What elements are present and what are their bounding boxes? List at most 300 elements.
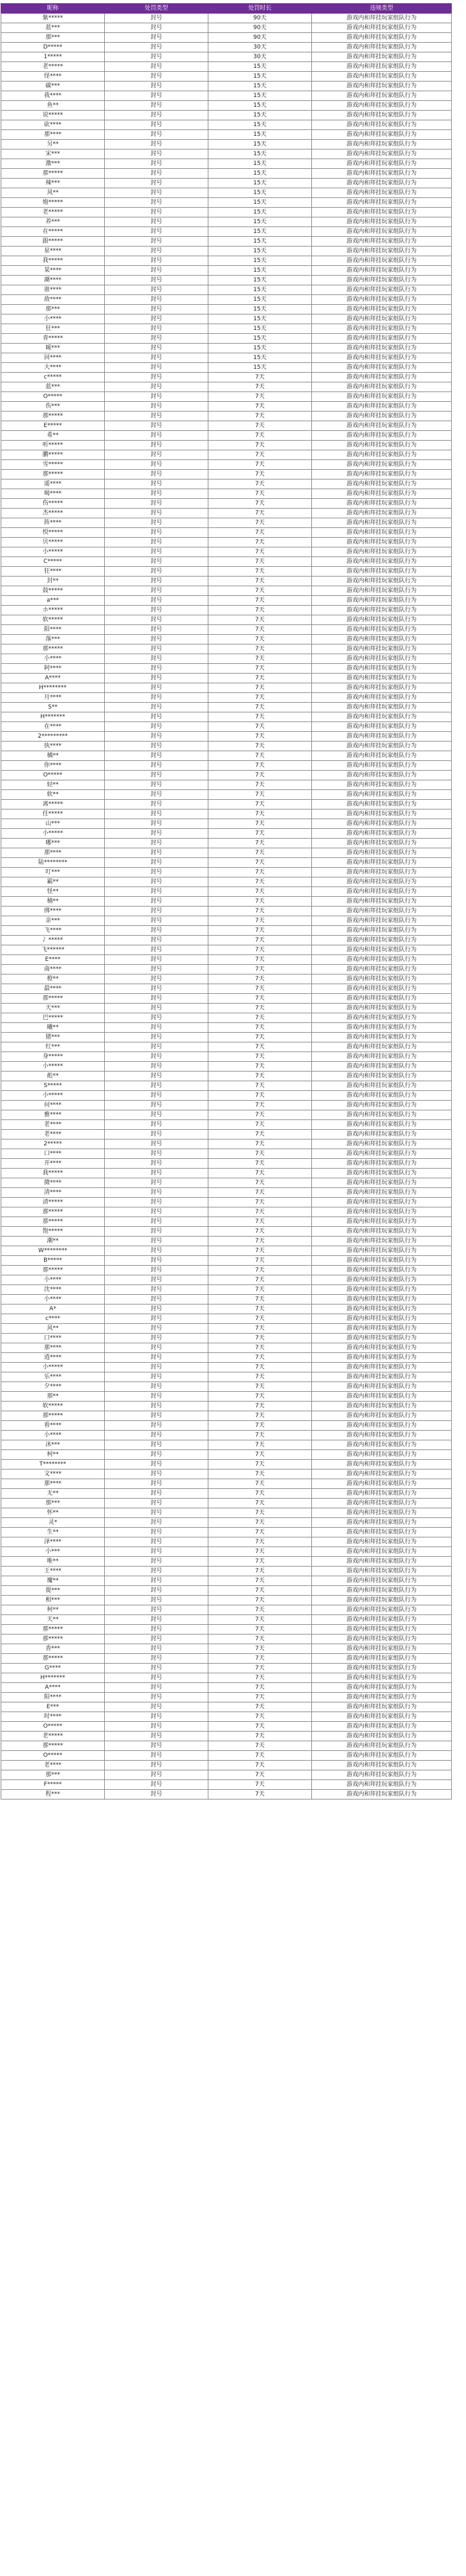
table-row bbox=[1, 1217, 452, 1227]
cell-violation-type: 游戏内和拜挂玩家组队行为 bbox=[312, 518, 452, 528]
cell-penalty-duration: 7天 bbox=[208, 596, 312, 606]
cell-violation-type: 游戏内和拜挂玩家组队行为 bbox=[312, 742, 452, 751]
table-row bbox=[1, 897, 452, 907]
table-row bbox=[1, 470, 452, 479]
cell-penalty-duration: 15天 bbox=[208, 285, 312, 295]
cell-penalty-duration: 30天 bbox=[208, 43, 312, 52]
cell-penalty-duration: 15天 bbox=[208, 91, 312, 101]
table-row bbox=[1, 829, 452, 839]
cell-violation-type: 游戏内和拜挂玩家组队行为 bbox=[312, 693, 452, 703]
table-row bbox=[1, 441, 452, 450]
cell-penalty-duration: 7天 bbox=[208, 1237, 312, 1246]
cell-penalty-duration: 7天 bbox=[208, 577, 312, 586]
cell-violation-type: 游戏内和拜挂玩家组队行为 bbox=[312, 1343, 452, 1353]
cell-nickname: 小**** bbox=[1, 1275, 105, 1285]
cell-violation-type: 游戏内和拜挂玩家组队行为 bbox=[312, 780, 452, 790]
table-row bbox=[1, 276, 452, 285]
cell-penalty-duration: 7天 bbox=[208, 945, 312, 955]
cell-violation-type: 游戏内和拜挂玩家组队行为 bbox=[312, 441, 452, 450]
cell-penalty-type: 封号 bbox=[105, 198, 208, 208]
cell-nickname: 雅**** bbox=[1, 1110, 105, 1120]
cell-nickname: E**** bbox=[1, 955, 105, 965]
cell-penalty-type: 封号 bbox=[105, 324, 208, 334]
cell-nickname: 你**** bbox=[1, 761, 105, 771]
cell-penalty-type: 封号 bbox=[105, 1751, 208, 1761]
cell-nickname: O***** bbox=[1, 392, 105, 402]
cell-violation-type: 游戏内和拜挂玩家组队行为 bbox=[312, 1751, 452, 1761]
cell-nickname: 小***** bbox=[1, 1062, 105, 1072]
cell-penalty-duration: 7天 bbox=[208, 1343, 312, 1353]
cell-penalty-type: 封号 bbox=[105, 392, 208, 402]
cell-violation-type: 游戏内和拜挂玩家组队行为 bbox=[312, 1334, 452, 1343]
cell-penalty-duration: 7天 bbox=[208, 654, 312, 664]
cell-penalty-type: 封号 bbox=[105, 567, 208, 577]
cell-nickname: 暖*** bbox=[1, 344, 105, 353]
cell-violation-type: 游戏内和拜挂玩家组队行为 bbox=[312, 1499, 452, 1508]
cell-penalty-duration: 7天 bbox=[208, 441, 312, 450]
cell-penalty-duration: 7天 bbox=[208, 683, 312, 693]
cell-penalty-type: 封号 bbox=[105, 1081, 208, 1091]
cell-penalty-duration: 7天 bbox=[208, 1353, 312, 1363]
cell-violation-type: 游戏内和拜挂玩家组队行为 bbox=[312, 1479, 452, 1489]
cell-penalty-type: 封号 bbox=[105, 130, 208, 140]
cell-nickname: 老**** bbox=[1, 1761, 105, 1770]
table-row bbox=[1, 848, 452, 858]
cell-penalty-duration: 7天 bbox=[208, 1576, 312, 1586]
cell-penalty-type: 封号 bbox=[105, 1508, 208, 1518]
table-row bbox=[1, 1567, 452, 1576]
table-row bbox=[1, 23, 452, 33]
cell-penalty-type: 封号 bbox=[105, 1110, 208, 1120]
cell-violation-type: 游戏内和拜挂玩家组队行为 bbox=[312, 256, 452, 266]
cell-nickname: 文**** bbox=[1, 1470, 105, 1479]
cell-penalty-type: 封号 bbox=[105, 1567, 208, 1576]
cell-violation-type: 游戏内和拜挂玩家组队行为 bbox=[312, 140, 452, 149]
table-row bbox=[1, 111, 452, 120]
cell-nickname: 小*** bbox=[1, 1547, 105, 1557]
cell-nickname: 伤*** bbox=[1, 402, 105, 412]
cell-violation-type: 游戏内和拜挂玩家组队行为 bbox=[312, 586, 452, 596]
cell-penalty-duration: 7天 bbox=[208, 751, 312, 761]
cell-violation-type: 游戏内和拜挂玩家组队行为 bbox=[312, 722, 452, 732]
cell-violation-type: 游戏内和拜挂玩家组队行为 bbox=[312, 285, 452, 295]
table-row bbox=[1, 450, 452, 460]
table-row bbox=[1, 52, 452, 62]
cell-penalty-duration: 15天 bbox=[208, 159, 312, 169]
cell-violation-type: 游戏内和拜挂玩家组队行为 bbox=[312, 1470, 452, 1479]
cell-violation-type: 游戏内和拜挂玩家组队行为 bbox=[312, 965, 452, 974]
cell-nickname: 生** bbox=[1, 1528, 105, 1537]
table-row bbox=[1, 1207, 452, 1217]
table-row bbox=[1, 1605, 452, 1615]
cell-penalty-duration: 7天 bbox=[208, 1518, 312, 1528]
cell-violation-type: 游戏内和拜挂玩家组队行为 bbox=[312, 1207, 452, 1217]
cell-nickname: S***** bbox=[1, 1081, 105, 1091]
cell-penalty-duration: 7天 bbox=[208, 916, 312, 926]
cell-nickname: 那***** bbox=[1, 1266, 105, 1275]
cell-penalty-duration: 7天 bbox=[208, 926, 312, 936]
table-row bbox=[1, 363, 452, 373]
table-row bbox=[1, 208, 452, 217]
cell-violation-type: 游戏内和拜挂玩家组队行为 bbox=[312, 72, 452, 82]
cell-penalty-type: 封号 bbox=[105, 1159, 208, 1169]
table-row bbox=[1, 567, 452, 577]
cell-violation-type: 游戏内和拜挂玩家组队行为 bbox=[312, 712, 452, 722]
cell-penalty-duration: 15天 bbox=[208, 324, 312, 334]
cell-nickname: 潮** bbox=[1, 1237, 105, 1246]
cell-penalty-duration: 7天 bbox=[208, 1207, 312, 1217]
cell-penalty-duration: 7天 bbox=[208, 1334, 312, 1343]
cell-penalty-type: 封号 bbox=[105, 1644, 208, 1654]
cell-violation-type: 游戏内和拜挂玩家组队行为 bbox=[312, 829, 452, 839]
table-row bbox=[1, 1431, 452, 1440]
cell-penalty-duration: 7天 bbox=[208, 1751, 312, 1761]
table-row bbox=[1, 460, 452, 470]
cell-penalty-type: 封号 bbox=[105, 790, 208, 800]
cell-penalty-duration: 7天 bbox=[208, 1421, 312, 1431]
table-row bbox=[1, 1537, 452, 1547]
table-row bbox=[1, 994, 452, 1004]
cell-penalty-type: 封号 bbox=[105, 256, 208, 266]
cell-nickname: 轻** bbox=[1, 780, 105, 790]
cell-penalty-type: 封号 bbox=[105, 344, 208, 353]
table-row bbox=[1, 1266, 452, 1275]
cell-nickname: 橙** bbox=[1, 974, 105, 984]
cell-violation-type: 游戏内和拜挂玩家组队行为 bbox=[312, 606, 452, 615]
table-row bbox=[1, 1256, 452, 1266]
cell-nickname: 潮**** bbox=[1, 276, 105, 285]
cell-nickname: 软***** bbox=[1, 615, 105, 625]
table-row bbox=[1, 1460, 452, 1470]
cell-penalty-type: 封号 bbox=[105, 169, 208, 179]
cell-violation-type: 游戏内和拜挂玩家组队行为 bbox=[312, 1741, 452, 1751]
cell-penalty-duration: 7天 bbox=[208, 1761, 312, 1770]
cell-penalty-duration: 7天 bbox=[208, 1722, 312, 1732]
table-row bbox=[1, 334, 452, 344]
cell-penalty-type: 封号 bbox=[105, 1557, 208, 1567]
cell-penalty-duration: 7天 bbox=[208, 664, 312, 674]
table-row bbox=[1, 373, 452, 382]
table-row bbox=[1, 1741, 452, 1751]
table-row bbox=[1, 247, 452, 256]
cell-nickname: 柯** bbox=[1, 1605, 105, 1615]
cell-penalty-duration: 15天 bbox=[208, 295, 312, 305]
cell-violation-type: 游戏内和拜挂玩家组队行为 bbox=[312, 1159, 452, 1169]
cell-penalty-duration: 90天 bbox=[208, 33, 312, 43]
cell-penalty-type: 封号 bbox=[105, 1732, 208, 1741]
cell-nickname: A* bbox=[1, 1305, 105, 1314]
cell-penalty-type: 封号 bbox=[105, 1227, 208, 1237]
cell-violation-type: 游戏内和拜挂玩家组队行为 bbox=[312, 460, 452, 470]
cell-nickname: 红*** bbox=[1, 1042, 105, 1052]
cell-nickname: 风** bbox=[1, 188, 105, 198]
table-row bbox=[1, 577, 452, 586]
table-row bbox=[1, 1237, 452, 1246]
cell-nickname: 怀** bbox=[1, 1508, 105, 1518]
cell-penalty-type: 封号 bbox=[105, 1402, 208, 1411]
table-row bbox=[1, 625, 452, 635]
cell-violation-type: 游戏内和拜挂玩家组队行为 bbox=[312, 1664, 452, 1673]
table-row bbox=[1, 518, 452, 528]
cell-penalty-type: 封号 bbox=[105, 1120, 208, 1130]
table-row bbox=[1, 1275, 452, 1285]
cell-penalty-duration: 7天 bbox=[208, 1683, 312, 1693]
cell-penalty-duration: 90天 bbox=[208, 23, 312, 33]
cell-nickname: 亲*** bbox=[1, 916, 105, 926]
cell-nickname: 软***** bbox=[1, 1402, 105, 1411]
cell-penalty-type: 封号 bbox=[105, 1664, 208, 1673]
table-row bbox=[1, 140, 452, 149]
cell-penalty-duration: 7天 bbox=[208, 839, 312, 848]
table-row bbox=[1, 1110, 452, 1120]
cell-penalty-type: 封号 bbox=[105, 470, 208, 479]
cell-nickname: 小**** bbox=[1, 314, 105, 324]
table-row bbox=[1, 1120, 452, 1130]
cell-penalty-type: 封号 bbox=[105, 1198, 208, 1207]
cell-penalty-type: 封号 bbox=[105, 159, 208, 169]
cell-violation-type: 游戏内和拜挂玩家组队行为 bbox=[312, 1489, 452, 1499]
table-row bbox=[1, 33, 452, 43]
cell-violation-type: 游戏内和拜挂玩家组队行为 bbox=[312, 1081, 452, 1091]
table-row bbox=[1, 732, 452, 742]
cell-nickname: 那***** bbox=[1, 470, 105, 479]
cell-nickname: c***** bbox=[1, 373, 105, 382]
cell-penalty-type: 封号 bbox=[105, 761, 208, 771]
cell-penalty-duration: 7天 bbox=[208, 1139, 312, 1149]
cell-violation-type: 游戏内和拜挂玩家组队行为 bbox=[312, 363, 452, 373]
cell-penalty-type: 封号 bbox=[105, 1770, 208, 1780]
table-row bbox=[1, 1576, 452, 1586]
table-row bbox=[1, 412, 452, 421]
table-row bbox=[1, 159, 452, 169]
cell-penalty-duration: 7天 bbox=[208, 1246, 312, 1256]
cell-penalty-type: 封号 bbox=[105, 703, 208, 712]
cell-penalty-type: 封号 bbox=[105, 1605, 208, 1615]
cell-penalty-duration: 7天 bbox=[208, 586, 312, 596]
cell-nickname: 那***** bbox=[1, 1654, 105, 1664]
cell-violation-type: 游戏内和拜挂玩家组队行为 bbox=[312, 120, 452, 130]
table-row bbox=[1, 839, 452, 848]
cell-nickname: 老***** bbox=[1, 208, 105, 217]
table-row bbox=[1, 1033, 452, 1042]
cell-nickname: 任***** bbox=[1, 809, 105, 819]
cell-penalty-duration: 7天 bbox=[208, 1547, 312, 1557]
cell-nickname: 2***** bbox=[1, 1139, 105, 1149]
cell-penalty-type: 封号 bbox=[105, 674, 208, 683]
cell-nickname: 香*** bbox=[1, 1644, 105, 1654]
table-row bbox=[1, 1042, 452, 1052]
cell-nickname: 我***** bbox=[1, 1169, 105, 1178]
cell-nickname: 在**** bbox=[1, 722, 105, 732]
cell-violation-type: 游戏内和拜挂玩家组队行为 bbox=[312, 179, 452, 188]
table-row bbox=[1, 392, 452, 402]
cell-violation-type: 游戏内和拜挂玩家组队行为 bbox=[312, 324, 452, 334]
cell-penalty-type: 封号 bbox=[105, 72, 208, 82]
cell-nickname: 无** bbox=[1, 1489, 105, 1499]
cell-nickname: 鹏***** bbox=[1, 450, 105, 460]
cell-nickname: 老***** bbox=[1, 1732, 105, 1741]
table-row bbox=[1, 1761, 452, 1770]
table-row bbox=[1, 1139, 452, 1149]
cell-violation-type: 游戏内和拜挂玩家组队行为 bbox=[312, 790, 452, 800]
cell-penalty-type: 封号 bbox=[105, 1499, 208, 1508]
cell-violation-type: 游戏内和拜挂玩家组队行为 bbox=[312, 945, 452, 955]
cell-violation-type: 游戏内和拜挂玩家组队行为 bbox=[312, 625, 452, 635]
cell-penalty-duration: 7天 bbox=[208, 1130, 312, 1139]
table-row bbox=[1, 1751, 452, 1761]
cell-penalty-duration: 7天 bbox=[208, 1712, 312, 1722]
table-row bbox=[1, 1130, 452, 1139]
cell-penalty-duration: 7天 bbox=[208, 460, 312, 470]
cell-nickname: 小***** bbox=[1, 547, 105, 557]
cell-violation-type: 游戏内和拜挂玩家组队行为 bbox=[312, 52, 452, 62]
table-row bbox=[1, 188, 452, 198]
cell-penalty-duration: 15天 bbox=[208, 198, 312, 208]
cell-penalty-type: 封号 bbox=[105, 120, 208, 130]
cell-violation-type: 游戏内和拜挂玩家组队行为 bbox=[312, 1033, 452, 1042]
cell-violation-type: 游戏内和拜挂玩家组队行为 bbox=[312, 208, 452, 217]
cell-nickname: 小***** bbox=[1, 1091, 105, 1101]
cell-violation-type: 游戏内和拜挂玩家组队行为 bbox=[312, 1042, 452, 1052]
cell-nickname: 鼓***** bbox=[1, 586, 105, 596]
cell-violation-type: 游戏内和拜挂玩家组队行为 bbox=[312, 489, 452, 499]
cell-nickname: 那***** bbox=[1, 1411, 105, 1421]
cell-penalty-duration: 7天 bbox=[208, 1489, 312, 1499]
cell-penalty-duration: 7天 bbox=[208, 1198, 312, 1207]
table-row bbox=[1, 586, 452, 596]
cell-nickname: 逍**** bbox=[1, 1353, 105, 1363]
cell-penalty-type: 封号 bbox=[105, 1596, 208, 1605]
cell-violation-type: 游戏内和拜挂玩家组队行为 bbox=[312, 1683, 452, 1693]
table-row bbox=[1, 1673, 452, 1683]
cell-penalty-duration: 7天 bbox=[208, 1324, 312, 1334]
cell-violation-type: 游戏内和拜挂玩家组队行为 bbox=[312, 1644, 452, 1654]
cell-nickname: 怪**** bbox=[1, 72, 105, 82]
cell-nickname: 看**** bbox=[1, 1421, 105, 1431]
cell-penalty-type: 封号 bbox=[105, 1625, 208, 1635]
cell-penalty-duration: 15天 bbox=[208, 363, 312, 373]
cell-penalty-type: 封号 bbox=[105, 664, 208, 674]
cell-nickname: 陆******** bbox=[1, 858, 105, 868]
cell-penalty-duration: 7天 bbox=[208, 703, 312, 712]
cell-penalty-type: 封号 bbox=[105, 1275, 208, 1285]
cell-violation-type: 游戏内和拜挂玩家组队行为 bbox=[312, 1528, 452, 1537]
table-row bbox=[1, 1372, 452, 1382]
cell-nickname: 南**** bbox=[1, 965, 105, 974]
cell-penalty-type: 封号 bbox=[105, 52, 208, 62]
cell-violation-type: 游戏内和拜挂玩家组队行为 bbox=[312, 1266, 452, 1275]
cell-nickname: 柯** bbox=[1, 1450, 105, 1460]
cell-penalty-duration: 7天 bbox=[208, 1479, 312, 1489]
cell-nickname: 星**** bbox=[1, 247, 105, 256]
cell-penalty-duration: 7天 bbox=[208, 1013, 312, 1023]
cell-penalty-type: 封号 bbox=[105, 14, 208, 23]
cell-nickname: 封** bbox=[1, 577, 105, 586]
cell-nickname: 那*** bbox=[1, 33, 105, 43]
cell-nickname: 炮***** bbox=[1, 198, 105, 208]
cell-penalty-type: 封号 bbox=[105, 586, 208, 596]
cell-nickname: A**** bbox=[1, 674, 105, 683]
table-row bbox=[1, 431, 452, 441]
cell-nickname: H******* bbox=[1, 1673, 105, 1683]
cell-violation-type: 游戏内和拜挂玩家组队行为 bbox=[312, 771, 452, 780]
cell-penalty-type: 封号 bbox=[105, 1353, 208, 1363]
cell-nickname: 山*** bbox=[1, 819, 105, 829]
cell-penalty-duration: 7天 bbox=[208, 625, 312, 635]
cell-nickname: 喝**** bbox=[1, 489, 105, 499]
cell-penalty-duration: 15天 bbox=[208, 305, 312, 314]
cell-nickname: 蓝*** bbox=[1, 382, 105, 392]
cell-penalty-duration: 30天 bbox=[208, 52, 312, 62]
cell-penalty-type: 封号 bbox=[105, 276, 208, 285]
cell-penalty-duration: 7天 bbox=[208, 1741, 312, 1751]
cell-penalty-type: 封号 bbox=[105, 1547, 208, 1557]
cell-penalty-duration: 15天 bbox=[208, 334, 312, 344]
cell-penalty-duration: 7天 bbox=[208, 742, 312, 751]
cell-penalty-type: 封号 bbox=[105, 994, 208, 1004]
cell-penalty-duration: 15天 bbox=[208, 188, 312, 198]
cell-penalty-duration: 7天 bbox=[208, 1042, 312, 1052]
cell-penalty-type: 封号 bbox=[105, 1693, 208, 1702]
cell-penalty-duration: 7天 bbox=[208, 1052, 312, 1062]
cell-penalty-type: 封号 bbox=[105, 460, 208, 470]
cell-penalty-duration: 7天 bbox=[208, 907, 312, 916]
cell-penalty-type: 封号 bbox=[105, 305, 208, 314]
table-row bbox=[1, 421, 452, 431]
table-row bbox=[1, 1596, 452, 1605]
cell-nickname: 魔** bbox=[1, 1576, 105, 1586]
table-row bbox=[1, 1062, 452, 1072]
cell-violation-type: 游戏内和拜挂玩家组队行为 bbox=[312, 1004, 452, 1013]
cell-violation-type: 游戏内和拜挂玩家组队行为 bbox=[312, 1780, 452, 1790]
cell-penalty-duration: 7天 bbox=[208, 606, 312, 615]
table-row bbox=[1, 1722, 452, 1732]
cell-nickname: 那**** bbox=[1, 1343, 105, 1353]
table-row bbox=[1, 130, 452, 140]
cell-violation-type: 游戏内和拜挂玩家组队行为 bbox=[312, 237, 452, 247]
cell-nickname: 大**** bbox=[1, 363, 105, 373]
cell-penalty-type: 封号 bbox=[105, 1654, 208, 1664]
cell-penalty-type: 封号 bbox=[105, 509, 208, 518]
cell-violation-type: 游戏内和拜挂玩家组队行为 bbox=[312, 23, 452, 33]
cell-violation-type: 游戏内和拜挂玩家组队行为 bbox=[312, 217, 452, 227]
table-row bbox=[1, 1615, 452, 1625]
cell-nickname: 阵**** bbox=[1, 518, 105, 528]
table-row bbox=[1, 1198, 452, 1207]
table-row bbox=[1, 1353, 452, 1363]
cell-penalty-type: 封号 bbox=[105, 363, 208, 373]
cell-penalty-duration: 7天 bbox=[208, 887, 312, 897]
table-row bbox=[1, 907, 452, 916]
cell-penalty-duration: 15天 bbox=[208, 227, 312, 237]
table-row bbox=[1, 761, 452, 771]
cell-violation-type: 游戏内和拜挂玩家组队行为 bbox=[312, 1178, 452, 1188]
cell-penalty-type: 封号 bbox=[105, 1334, 208, 1343]
cell-penalty-duration: 7天 bbox=[208, 373, 312, 382]
cell-penalty-duration: 7天 bbox=[208, 1450, 312, 1460]
cell-nickname: 小***** bbox=[1, 829, 105, 839]
table-row bbox=[1, 1450, 452, 1460]
table-row bbox=[1, 1499, 452, 1508]
cell-penalty-type: 封号 bbox=[105, 955, 208, 965]
table-row bbox=[1, 1334, 452, 1343]
cell-penalty-type: 封号 bbox=[105, 1042, 208, 1052]
cell-penalty-duration: 7天 bbox=[208, 809, 312, 819]
cell-penalty-type: 封号 bbox=[105, 1169, 208, 1178]
cell-penalty-duration: 7天 bbox=[208, 1072, 312, 1081]
table-row bbox=[1, 295, 452, 305]
cell-penalty-duration: 15天 bbox=[208, 130, 312, 140]
